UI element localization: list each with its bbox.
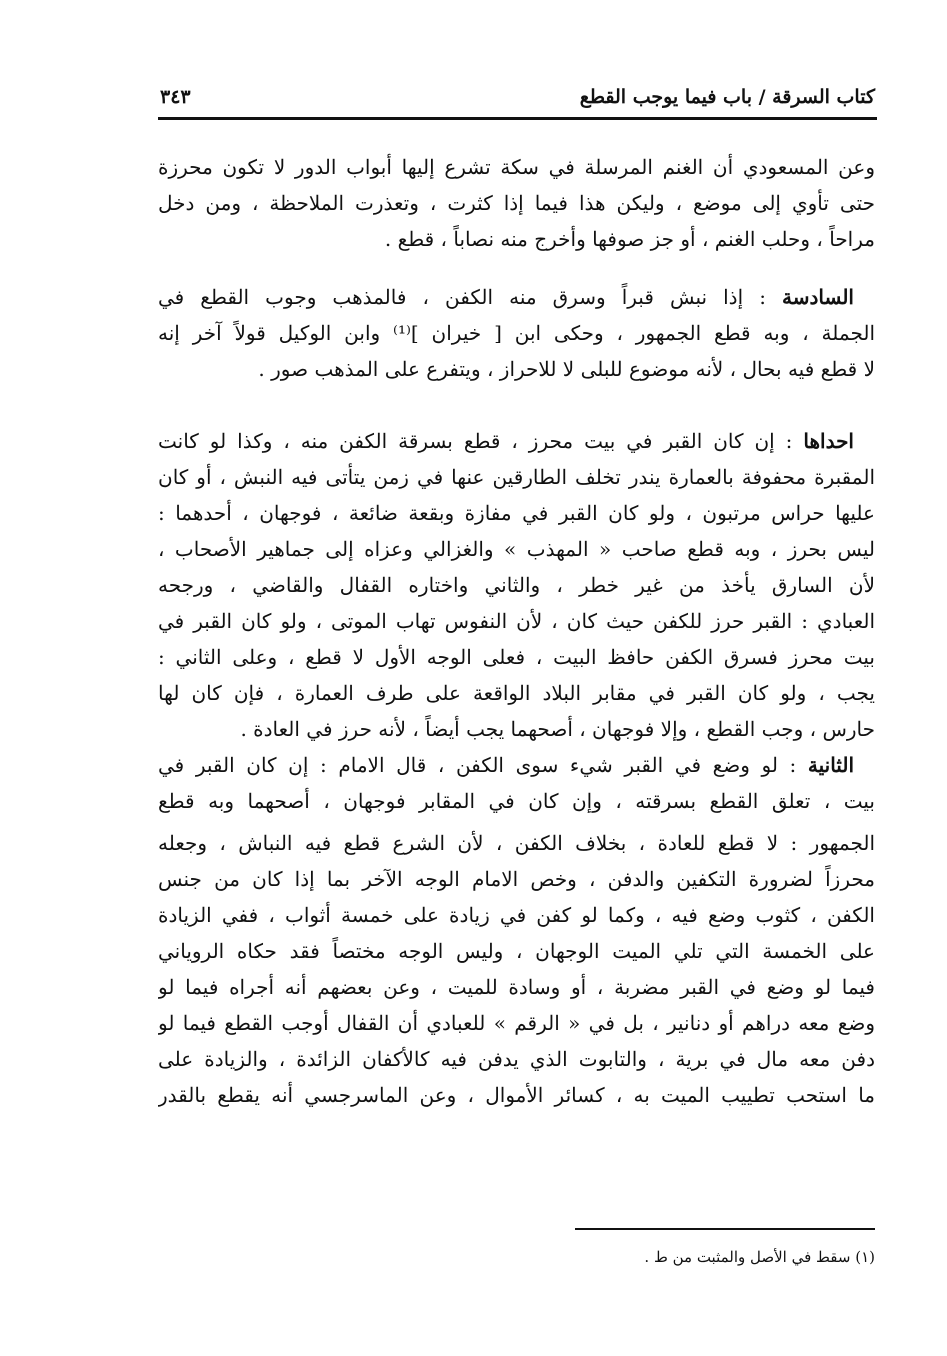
section-label: السادسة [782,285,854,309]
text-line: مراحاً ، وحلب الغنم ، أو جز صوفها وأخرج منه نصاباً ، قطع . [384,227,875,251]
text-line: المقبرة محفوفة بالعمارة يندر تخلف الطارقين عنها في زمن يتأتى فيه النبش ، أو كان [158,465,875,489]
text-line: فيما لو وضع في القبر مضربة ، أو وسادة للميت ، وعن بعضهم أنه أجراه فيما لو [158,975,875,999]
text-line: وعن المسعودي أن الغنم المرسلة في سكة تشرع إليها أبواب الدور لا تكون محرزة [158,155,875,179]
text-line: بيت ، تعلق القطع بسرقته ، وإن كان في المقابر فوجهان ، أصحهما وبه قطع [158,789,875,813]
text-line: ليس بحرز ، وبه قطع صاحب « المهذب » والغزالي وعزاه إلى جماهير الأصحاب ، [158,537,875,561]
text-line: العبادي : القبر حرز للكفن حيث كان ، لأن النفوس تهاب الموتى ، ولو كان القبر في [158,609,875,633]
text-line: عليها حراس مرتبون ، ولو كان القبر في مفازة وبقعة ضائعة ، فوجهان ، أحدهما : [158,501,875,525]
section-label: احداها [803,429,854,453]
footnote-rule [575,1228,875,1230]
text-line: حتى تأوي إلى موضع ، وليكن هذا فيما إذا كثرت ، وتعذرت الملاحظة ، ومن دخل [158,191,875,215]
text-line: حارس ، وجب القطع ، وإلا فوجهان ، أصحهما يجب أيضاً ، لأنه حرز في العادة . [240,717,875,741]
text-line: ما استحب تطييب الميت به ، كسائر الأموال ، وعن الماسرجسي أنه يقطع بالقدر [158,1083,875,1107]
text-line: وضع معه دراهم أو دنانير ، بل في « الرقم » للعبادي أن القفال أوجب القطع فيما لو [158,1011,875,1035]
header-rule [158,117,877,120]
text-line: الجمهور : لا قطع للعادة ، بخلاف الكفن ، لأن الشرع قطع فيه النباش ، وجعله [158,831,875,855]
text-line: على الخمسة التي تلي الميت الوجهان ، وليس الوجه مختصاً فقد حكاه الروياني [158,939,875,963]
text-line: الثانية : لو وضع في القبر شيء سوى الكفن ، قال الامام : إن كان القبر في [158,753,854,777]
text-line: السادسة : إذا نبش قبراً وسرق منه الكفن ، فالمذهب وجوب القطع في [158,285,854,309]
text-line: بيت محرز فسرق الكفن حافظ البيت ، فعلى الوجه الأول لا قطع ، وعلى الثاني : [158,645,875,669]
chapter-title: كتاب السرقة / باب فيما يوجب القطع [579,86,875,108]
text-line: الجملة ، وبه قطع الجمهور ، وحكى ابن [ خيران ]⁽¹⁾ وابن الوكيل قولاً آخر إنه [158,321,875,345]
section-label: الثانية [807,753,854,777]
page-number: ٣٤٣ [160,86,191,108]
text-line: الكفن ، كثوب وضع فيه ، وكما لو كفن في زيادة على خمسة أثواب ، ففي الزيادة [158,903,875,927]
text-line: احداها : إن كان القبر في بيت محرز ، قطع بسرقة الكفن منه ، وكذا لو كانت [158,429,854,453]
text-line: محرزاً لضرورة التكفين والدفن ، وخص الامام الوجه الآخر بما إذا كان من جنس [158,867,875,891]
footnote: (١) سقط في الأصل والمثبت من ط . [644,1248,875,1266]
text-line: لأن السارق يأخذ من غير خطر ، والثاني واختاره القفال والقاضي ، ورجحه [158,573,875,597]
text-line: لا قطع فيه بحال ، لأنه موضوع للبلى لا للاحراز ، ويتفرع على المذهب صور . [258,357,875,381]
text-line: يجب ، ولو كان القبر في مقابر البلاد الواقعة على طرف العمارة ، فإن كان لها [158,681,875,705]
text-line: دفن معه مال في برية ، والتابوت الذي يدفن فيه كالأكفان الزائدة ، والزيادة على [158,1047,875,1071]
